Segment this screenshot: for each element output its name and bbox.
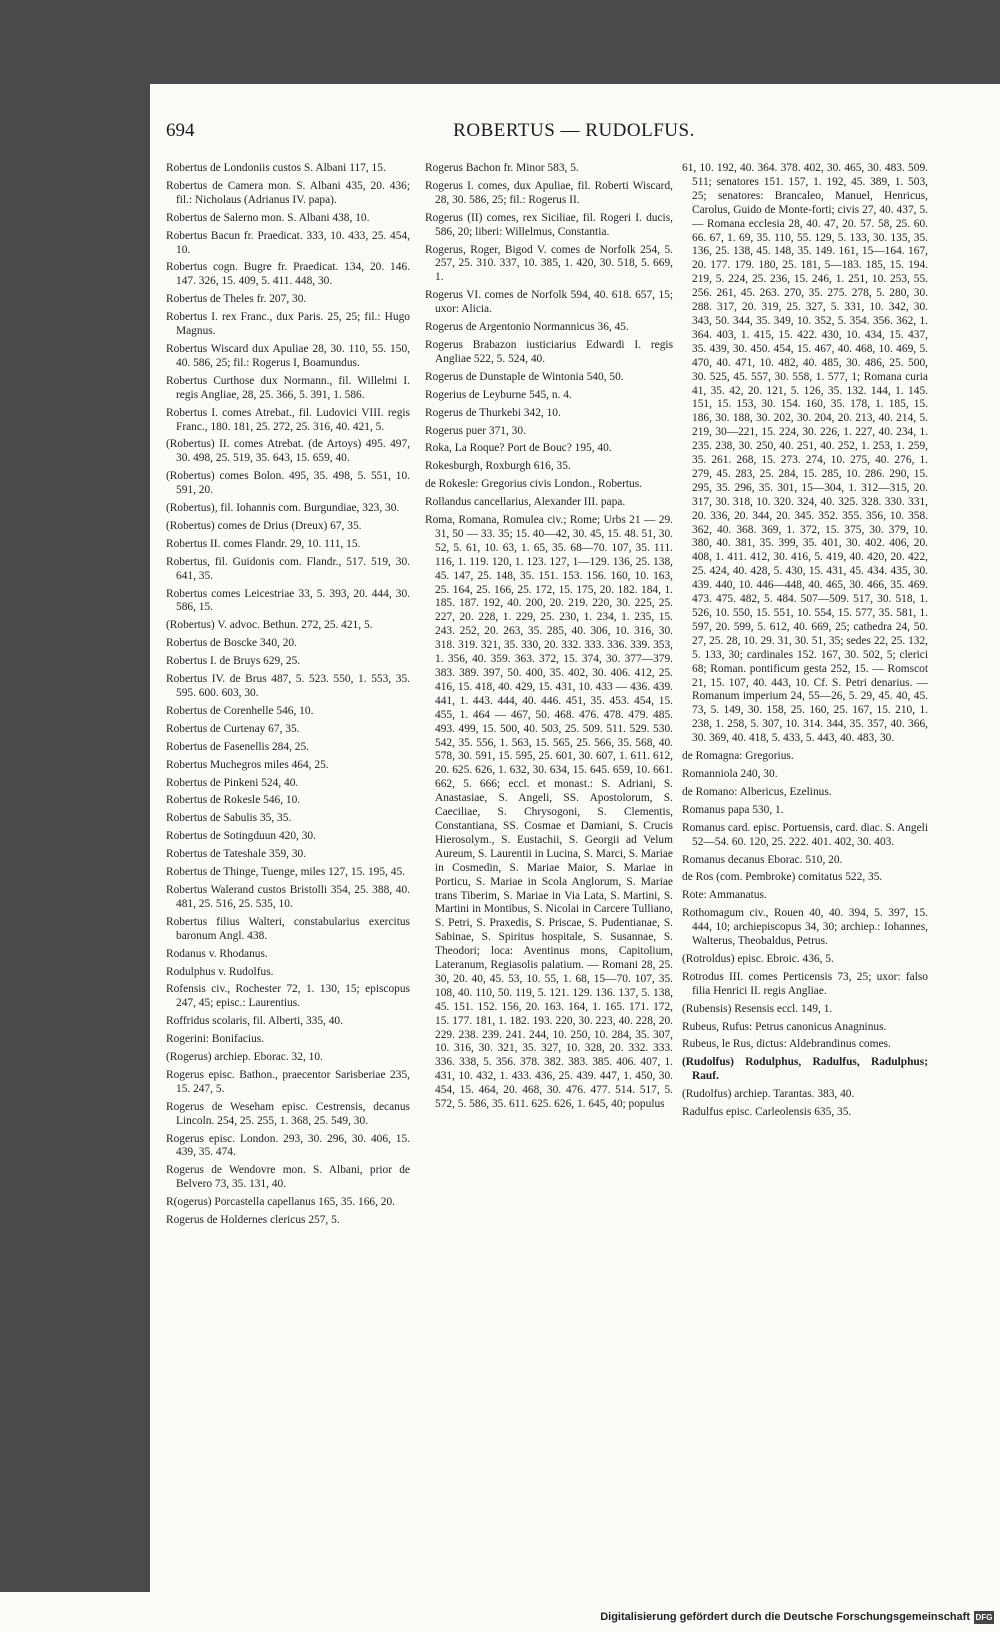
index-entry: Robertus II. comes Flandr. 29, 10. 111, 15. [166,537,361,550]
index-entry: Rogerus de Wendovre mon. S. Albani, prior de Belvero 73, 35. 131, 40. [166,1164,410,1191]
index-entry: (Robertus) comes de Drius (Dreux) 67, 35. [166,519,362,532]
index-entry: 61, 10. 192, 40. 364. 378. 402, 30. 465, 30. 483. 509. 511; senatores 151. 157, 1. 192, 45. 389, 1. 503, 25; senatores: Brancaleo, Manuel, Henricus, Carolus, Guido de Monte-forti; civis 27, 40. 437, 5. — Romana ecclesia 28, 40. 47, 20. 57. 58, 25. 60. 66. 67, 1. 69, 35. 110, 55. 129, 5. 133, 30. 135, 35. 136, 25. 138, 45. 148, 35. 149. 161, 15—164. 167, 20. 177. 179. 180, 25. 181, 5—183. 185, 15. 194. 219, 5. 224, 25. 236, 15. 246, 1. 251, 10. 253, 55. 256. 261, 45. 263. 270, 35. 275. 278, 5. 280, 30. 288. 317, 20. 319, 25. 327, 5. 331, 10. 342, 30. 343, 50. 344, 35. 349, 10. 352, 5. 354. 356. 362, 1. 364. 403, 1. 415, 15. 422. 430, 10. 434, 15. 437, 35. 439, 30. 450. 454, 15. 467, 40. 468, 10. 469, 5. 470, 40. 471, 10. 482, 40. 485, 30. 486, 25. 500, 30. 525, 45. 557, 30. 558, 1. 577, 1; Romana curia 41, 35. 42, 20. 121, 5. 126, 35. 132. 144, 1. 145. 151, 15. 153, 30. 154. 160, 35. 178, 1. 185, 15. 186, 30. 188, 30. 202, 30. 204, 20. 213, 40. 214, 5. 219, 30—221, 15. 224, 30. 226, 1. 227, 40. 234, 1. 235. 238, 30. 250, 40. 251, 40. 252, 1. 253, 1. 259, 35. 261. 268, 15. 273. 274, 10. 275, 40. 276, 1. 279, 45. 283, 25. 284, 15. 285, 10. 286. 290, 15. 295, 35. 296, 35. 301, 15—304, 1. 312—315, 20. 317, 30. 318, 10. 320. 324, 40. 325. 328. 330. 331, 20. 336, 20. 344, 20. 345. 352. 355. 356, 10. 358. 362, 40. 368. 369, 1. 372, 15. 375, 30. 379, 10. 380, 40. 381, 35. 399, 35. 401, 30. 402. 406, 20. 408, 1. 411. 412, 30. 416, 5. 419, 40. 420, 20. 422, 25. 424, 40. 428, 5. 430, 15. 431, 45. 434. 435, 30. 439. 440, 10. 446—448, 40. 465, 30. 466, 35. 469. 473. 475. 482, 5. 484. 507—509. 517, 30. 518, 1. 526, 10. 550, 15. 551, 10. 554, 15. 577, 35. 581, 1. 597, 20. 599, 5. 612, 40. 669, 25; cathedra 24, 50. 27, 25. 28, 10. 29. 31, 30. 51, 35; sedes 22, 25. 132, 5. 133, 30; cardinales 152. 167, 30. 502, 5; clerici 68; Roman. pontificum gesta 252, 15. — Romscot 21, 15. 107, 40. 443, 10. Cf. S. Petri denarius. — Romanum imperium 24, 55—26, 5. 29, 45. 40, 45. 73, 5. 149, 30. 158, 25. 160, 25. 167, 15. 210, 1. 238, 1. 258, 5. 307, 10. 314. 344, 35. 357, 40. 366, 30. 369, 40. 418, 5. 433, 5. 443, 40. 483, 30. [682,162,928,745]
index-entry: Robertus de Sabulis 35, 35. [166,812,292,825]
index-entry: Rogerus, Roger, Bigod V. comes de Norfolk 254, 5. 257, 25. 310. 337, 10. 385, 1. 420, 30. 518, 5. 669, 1. [425,243,673,284]
index-entry: Rodulphus v. Rudolfus. [166,965,274,978]
index-entry: Rotrodus III. comes Perticensis 73, 25; uxor: falso filia Henrici II. regis Angliae. [682,970,928,997]
index-entry: Robertus de Pinkeni 524, 40. [166,776,299,789]
index-entry: de Romano: Albericus, Ezelinus. [682,785,832,798]
index-entry: Rogerus VI. comes de Norfolk 594, 40. 618. 657, 15; uxor: Alicia. [425,289,673,316]
index-entry: (Robertus) comes Bolon. 495, 35. 498, 5. 551, 10. 591, 20. [166,470,410,497]
index-entry: Rollandus cancellarius, Alexander III. papa. [425,496,626,509]
index-entry: Robertus Wiscard dux Apuliae 28, 30. 110, 55. 150, 40. 586, 25; fil.: Rogerus I, Boamundus. [166,342,410,369]
page-header [166,120,982,150]
index-entry: Rogerus (II) comes, rex Siciliae, fil. Rogeri I. ducis, 586, 20; liberi: Willelmus, Constantia. [425,211,673,238]
index-entry: Robertus Curthose dux Normann., fil. Willelmi I. regis Angliae, 28, 25. 366, 5. 391, 1. 586. [166,374,410,401]
index-entry: Robertus de Salerno mon. S. Albani 438, 10. [166,211,370,224]
index-entry: Rogerus de Holdernes clericus 257, 5. [166,1214,340,1227]
index-entry: Rogerus Brabazon iusticiarius Edwardi I. regis Angliae 522, 5. 524, 40. [425,338,673,365]
index-entry: Romanus papa 530, 1. [682,803,784,816]
index-entry: (Rubensis) Resensis eccl. 149, 1. [682,1002,833,1015]
index-entry: Robertus I. comes Atrebat., fil. Ludovici VIII. regis Franc., 180. 181, 25. 272, 25. 316, 40. 421, 5. [166,406,410,433]
index-column-right [682,162,928,1124]
index-entry: Robertus IV. de Brus 487, 5. 523. 550, 1. 553, 35. 595. 600. 603, 30. [166,673,410,699]
index-entry: (Rudolfus) Rodulphus, Radulfus, Radulphus; Rauf. [682,1056,928,1083]
index-entry: Rote: Ammanatus. [682,889,767,902]
index-entry: Robertus, fil. Guidonis com. Flandr., 517. 519, 30. 641, 35. [166,555,410,582]
dfg-logo: DFG [975,1613,993,1622]
index-entry: Robertus de Londoniis custos S. Albani 117, 15. [166,162,386,174]
index-entry: Robertus de Theles fr. 207, 30. [166,293,307,306]
index-entry: Romanniola 240, 30. [682,767,778,780]
index-entry: Rokesburgh, Roxburgh 616, 35. [425,460,571,473]
index-entry: Rofensis civ., Rochester 72, 1. 130, 15; episcopus 247, 45; episc.: Laurentius. [166,983,410,1010]
index-entry: Rogerini: Bonifacius. [166,1033,265,1046]
index-entry: Rogerus puer 371, 30. [425,424,526,437]
index-entry: Robertus filius Walteri, constabularius exercitus baronum Angl. 438. [166,915,410,942]
index-entry: Rothomagum civ., Rouen 40, 40. 394, 5. 397, 15. 444, 10; archiepiscopus 34, 30; archiep.: Iohannes, Walterus, Theobaldus, Petrus. [682,907,928,948]
index-entry: Robertus de Rokesle 546, 10. [166,794,301,807]
index-entry: Rogerus Bachon fr. Minor 583, 5. [425,162,579,174]
index-entry: (Rogerus) archiep. Eborac. 32, 10. [166,1051,323,1064]
index-entry: Robertus cogn. Bugre fr. Praedicat. 134, 20. 146. 147. 326, 15. 409, 5. 411. 448, 30. [166,261,410,288]
index-entry: Robertus de Fasenellis 284, 25. [166,740,310,753]
index-entry: Rubeus, le Rus, dictus: Aldebrandinus comes. [682,1038,891,1051]
index-column-middle [425,162,673,1116]
index-entry: Radulfus episc. Carleolensis 635, 35. [682,1106,852,1119]
index-entry: Rogerus de Thurkebi 342, 10. [425,406,561,419]
index-entry: Roka, La Roque? Port de Bouc? 195, 40. [425,442,612,455]
index-entry: Robertus I. de Bruys 629, 25. [166,655,301,668]
index-entry: de Ros (com. Pembroke) comitatus 522, 35. [682,871,883,884]
index-entry: R(ogerus) Porcastella capellanus 165, 35. 166, 20. [166,1196,396,1209]
index-entry: (Rudolfus) archiep. Tarantas. 383, 40. [682,1088,855,1101]
index-entry: (Robertus) II. comes Atrebat. (de Artoys) 495. 497, 30. 498, 25. 519, 35. 643, 15. 659, 40. [166,438,410,465]
index-entry: Rogerus I. comes, dux Apuliae, fil. Roberti Wiscard, 28, 30. 586, 25; fil.: Rogerus II. [425,179,673,206]
page-number: 694 [166,120,195,141]
index-entry: Robertus Walerand custos Bristolli 354, 25. 388, 40. 481, 25. 516, 25. 535, 10. [166,883,410,910]
index-entry: Robertus Muchegros miles 464, 25. [166,758,329,771]
running-title: ROBERTUS — RUDOLFUS. [453,120,695,141]
index-column-left [166,162,410,1232]
index-entry: (Robertus), fil. Iohannis com. Burgundiae, 323, 30. [166,502,400,515]
funding-note: Digitalisierung gefördert durch die Deutsche Forschungsgemeinschaft [600,1611,970,1623]
index-entry: Robertus I. rex Franc., dux Paris. 25, 25; fil.: Hugo Magnus. [166,311,410,338]
index-entry: de Rokesle: Gregorius civis London., Robertus. [425,478,643,491]
index-entry: Rogerus episc. London. 293, 30. 296, 30. 406, 15. 439, 35. 474. [166,1132,410,1159]
index-entry: Robertus de Camera mon. S. Albani 435, 20. 436; fil.: Nicholaus (Adrianus IV. papa). [166,179,410,206]
index-entry: Romanus decanus Eborac. 510, 20. [682,853,843,866]
index-entry: (Robertus) V. advoc. Bethun. 272, 25. 421, 5. [166,619,373,632]
index-entry: Rubeus, Rufus: Petrus canonicus Anagninus. [682,1020,887,1033]
index-entry: (Rotroldus) episc. Ebroic. 436, 5. [682,952,834,965]
index-entry: Rogerus de Weseham episc. Cestrensis, decanus Lincoln. 254, 25. 255, 1. 368, 25. 549, 30. [166,1100,410,1127]
index-entry: Robertus de Corenhelle 546, 10. [166,704,314,717]
index-entry: Robertus de Boscke 340, 20. [166,637,297,650]
index-entry: Robertus de Sotingduun 420, 30. [166,830,316,843]
index-entry: Rodanus v. Rhodanus. [166,947,268,960]
index-entry: Romanus card. episc. Portuensis, card. diac. S. Angeli 52—54. 60. 120, 25. 222. 401. 402, 30. 403. [682,821,928,848]
index-entry: Robertus comes Leicestriae 33, 5. 393, 20. 444, 30. 586, 15. [166,587,410,614]
book-page [150,84,1000,1592]
index-entry: Rogerus de Dunstaple de Wintonia 540, 50. [425,370,624,383]
index-entry: de Romagna: Gregorius. [682,750,794,763]
index-entry: Robertus de Thinge, Tuenge, miles 127, 15. 195, 45. [166,866,405,879]
index-entry: Rogerus de Argentonio Normannicus 36, 45. [425,321,629,334]
index-entry: Robertus Bacun fr. Praedicat. 333, 10. 433, 25. 454, 10. [166,229,410,256]
viewer-footer [0,1592,1000,1632]
index-entry: Robertus de Tateshale 359, 30. [166,848,307,861]
index-entry: Roma, Romana, Romulea civ.; Rome; Urbs 21 — 29. 31, 50 — 33. 35; 15. 40—42, 30. 45, 15. 48. 51, 30. 52, 5. 61, 10. 63, 1. 65, 35. 68—70. 107, 35. 111. 116, 1. 119. 120, 1. 123. 127, 1—129. 136, 25. 138, 45. 147, 25. 148, 35. 151. 153. 156. 160, 10. 163, 25. 164, 25. 166, 25. 172, 15. 175, 20. 182. 184, 1. 185. 187. 192, 40. 200, 20. 219. 220, 30. 225, 25. 227, 20. 228, 1. 229, 25. 230, 1. 234, 1. 235, 15. 243. 252, 20. 263, 35. 285, 40. 306, 10. 316, 30. 318. 319. 321, 35. 330, 20. 332. 333. 336. 339. 353, 1. 356, 40. 359. 363. 372, 15. 374, 30. 377—379. 383. 389. 397, 50. 400, 35. 402, 30. 406. 412, 25. 416, 15. 418, 40. 429, 15. 431, 10. 433 — 436. 439. 441, 1. 443. 444, 40. 446. 451, 35. 453. 454, 15. 455, 1. 464 — 467, 50. 468. 476. 478. 479. 485. 493. 499, 15. 500, 40. 503, 25. 509. 511. 529. 530. 542, 35. 556, 1. 563, 15. 565, 25. 566, 35. 568, 40. 578, 30. 591, 15. 595, 25. 601, 30. 607, 1. 611. 612, 20. 625. 626, 1. 632, 30. 634, 15. 645. 659, 10. 661. 662, 5. 666; eccl. et monast.: S. Adriani, S. Anastasiae, S. Angeli, SS. Apostolorum, S. Caeciliae, S. Chrysogoni, S. Clementis, Constantiana, SS. Cosmae et Damiani, S. Crucis Hierosolym., S. Eustachii, S. Georgii ad Velum Aureum, S. Laurentii in Lucina, S. Marci, S. Mariae in Cosmedin, S. Mariae Maior, S. Mariae in Porticu, S. Mariae in Scola Anglorum, S. Mariae trans Tiberim, S. Mariae in Via Lata, S. Martini, S. Martini in Montibus, S. Nicolai in Carcere Tulliano, S. Petri, S. Praxedis, S. Priscae, S. Pudentianae, S. Sabinae, S. Spiritus hospitale, S. Susannae, S. Theodori; loca: Aventinus mons, Capitolium, Lateranum, Regiasolis palatium. — Romani 28, 25. 30, 20. 40, 45. 53, 10. 55, 1. 68, 15—70. 107, 35. 108, 40. 110, 50. 119, 5. 121. 129. 136. 137, 5. 138, 45. 151. 152. 156, 20. 163. 164, 1. 165. 171. 172, 15. 177. 181, 1. 182. 193. 220, 30. 223, 40. 228, 20. 229. 238. 239. 241. 244, 10. 250, 10. 284, 35. 307, 10. 316, 30. 321, 35. 327, 10. 328, 20. 332. 333. 336. 338, 5. 356. 378. 382. 383. 385. 406. 407, 1. 431, 10. 432, 1. 433. 436, 25. 439. 447, 1. 450, 30. 454, 15. 464, 20. 468, 30. 476. 477. 514. 517, 5. 572, 5. 586, 35. 611. 625. 626, 1. 645, 40; populus [425,514,673,1111]
index-entry: Rogerius de Leyburne 545, n. 4. [425,388,572,401]
index-entry: Rogerus episc. Bathon., praecentor Sarisberiae 235, 15. 247, 5. [166,1068,410,1095]
index-entry: Robertus de Curtenay 67, 35. [166,722,300,735]
index-entry: Roffridus scolaris, fil. Alberti, 335, 40. [166,1015,343,1028]
